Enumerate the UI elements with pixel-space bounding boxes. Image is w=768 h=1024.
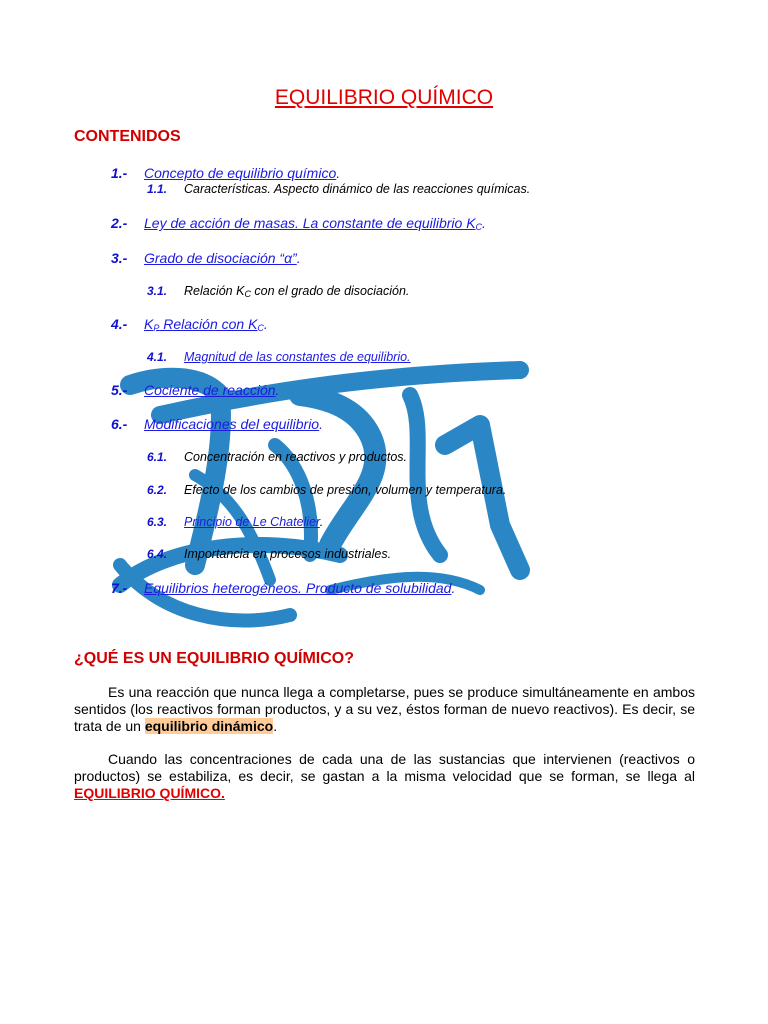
toc-link-7[interactable]: Equilibrios heterogéneos. Producto de solubilidad. xyxy=(144,580,456,596)
section-heading: ¿QUÉ ES UN EQUILIBRIO QUÍMICO? xyxy=(74,650,355,667)
toc-link-1[interactable]: Concepto de equilibrio químico. xyxy=(144,165,341,181)
toc-number-6-3: 6.3. xyxy=(147,515,168,529)
toc-number-2: 2.- xyxy=(111,215,128,231)
toc-item-3-1: Relación $K_C$ con el grado de disociación. xyxy=(184,284,410,299)
paragraph-2: Cuando las concentraciones de cada una de las sustancias que intervienen (reactivos o productos) se estabiliza, es decir, se gastan a la misma velocidad que se forman, se llega al EQUILIBRIO QUÍMICO. xyxy=(74,751,695,801)
toc-number-1-1: 1.1. xyxy=(147,182,168,196)
toc-number-3-1: 3.1. xyxy=(147,284,168,298)
toc-number-6-4: 6.4. xyxy=(147,547,168,561)
highlight-equilibrio-dinamico: equilibrio dinámico xyxy=(144,718,274,734)
toc-link-4[interactable]: $K_P$ Relación con $K_C$. xyxy=(144,316,268,333)
contents-heading: CONTENIDOS xyxy=(74,128,181,145)
paragraph-1: Es una reacción que nunca llega a completarse, pues se produce simultáneamente en ambos sentidos (los reactivos forman productos, y a su vez, éstos forman de nuevo reactivos). Es decir, se trata de un equilibrio dinámico. xyxy=(74,684,695,734)
toc-link-4-1[interactable]: Magnitud de las constantes de equilibrio. xyxy=(184,350,411,364)
toc-number-4: 4.- xyxy=(111,316,128,332)
toc-number-4-1: 4.1. xyxy=(147,350,168,364)
toc-link-6-3[interactable]: Principio de Le Chatelier. xyxy=(184,515,324,529)
toc-item-6-2: Efecto de los cambios de presión, volumen y temperatura. xyxy=(184,483,507,497)
toc-number-6-1: 6.1. xyxy=(147,450,168,464)
toc-item-1-1: Características. Aspecto dinámico de las reacciones químicas. xyxy=(184,182,531,196)
toc-number-1: 1.- xyxy=(111,165,128,181)
toc-link-6[interactable]: Modificaciones del equilibrio. xyxy=(144,416,323,432)
toc-number-3: 3.- xyxy=(111,250,128,266)
toc-number-7: 7.- xyxy=(111,580,128,596)
toc-number-6-2: 6.2. xyxy=(147,483,168,497)
toc-item-6-4: Importancia en procesos industriales. xyxy=(184,547,392,561)
toc-number-5: 5.- xyxy=(111,382,128,398)
toc-number-6: 6.- xyxy=(111,416,128,432)
toc-item-6-1: Concentración en reactivos y productos. xyxy=(184,450,408,464)
toc-link-2[interactable]: Ley de acción de masas. La constante de equilibrio $K_C$. xyxy=(144,215,486,232)
emphasis-equilibrio-quimico: EQUILIBRIO QUÍMICO. xyxy=(74,785,225,801)
toc-link-3[interactable]: Grado de disociación “α”. xyxy=(144,250,301,266)
toc-link-5[interactable]: Cociente de reacción. xyxy=(144,382,280,398)
page-title: EQUILIBRIO QUÍMICO xyxy=(274,86,494,109)
